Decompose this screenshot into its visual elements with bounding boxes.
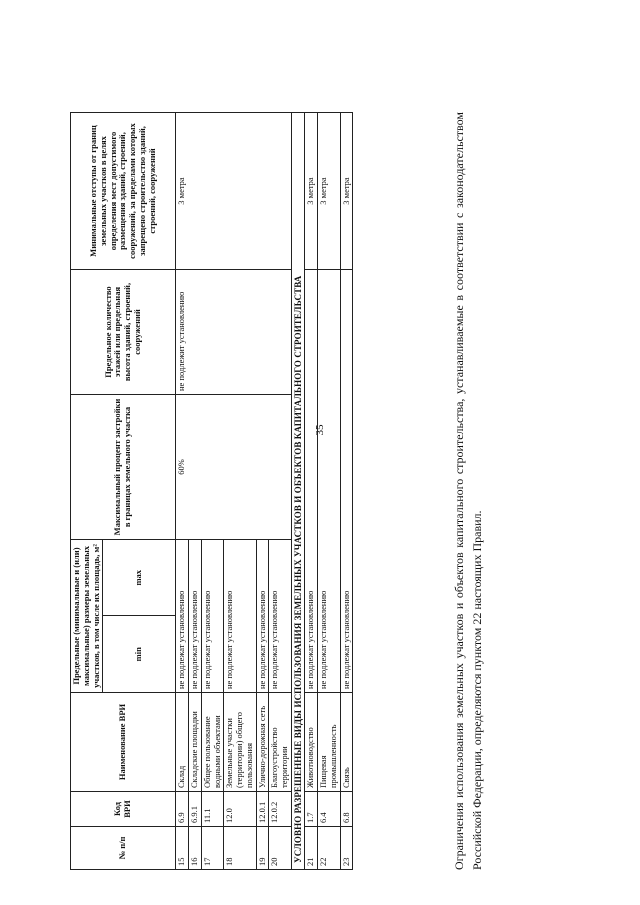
table-row (340, 113, 353, 870)
cell-num: 15 (176, 827, 189, 870)
cell-setback: 3 метра (176, 113, 292, 270)
table-row (305, 113, 318, 870)
table-header-row (71, 113, 103, 870)
cell-code: 6.9.1 (189, 792, 202, 827)
cell-name: Складские площадки (189, 693, 202, 792)
section-title: УСЛОВНО РАЗРЕШЕННЫЕ ВИДЫ ИСПОЛЬЗОВАНИЯ ЗЕМЕЛЬНЫХ УЧАСТКОВ И ОБЪЕКТОВ КАПИТАЛЬНОГО СТРОИТЕЛЬСТВА (291, 113, 304, 870)
cell-num: 20 (269, 827, 292, 870)
cell-setback: 3 метра (340, 113, 353, 270)
cell-size: не подлежат установлению (318, 270, 341, 693)
cell-name: Земельные участки (территории) общего пользования (224, 693, 256, 792)
header-code: Код ВРИ (71, 792, 176, 827)
cell-size: не подлежат установлению (224, 540, 256, 693)
cell-name: Животноводство (305, 693, 318, 792)
cell-code: 12.0.1 (256, 792, 269, 827)
cell-size: не подлежат установлению (256, 540, 269, 693)
cell-floors: не подлежит установлению (176, 270, 292, 395)
cell-size: не подлежат установлению (189, 540, 202, 693)
cell-num: 16 (189, 827, 202, 870)
cell-num: 23 (340, 827, 353, 870)
cell-num: 22 (318, 827, 341, 870)
cell-size: не подлежат установлению (176, 540, 189, 693)
cell-num: 21 (305, 827, 318, 870)
cell-name: Пищевая промышленность (318, 693, 341, 792)
rotated-page-content (70, 52, 484, 870)
header-floors: Предельное количество этажей или предельная высота зданий, строений, сооружений (71, 270, 176, 395)
cell-code: 1.7 (305, 792, 318, 827)
cell-name: Общее пользование водными объектами (201, 693, 224, 792)
cell-code: 6.8 (340, 792, 353, 827)
cell-setback: 3 метра (318, 113, 341, 270)
cell-size: не подлежат установлению (340, 270, 353, 693)
cell-name: Улично-дорожная сеть (256, 693, 269, 792)
header-max: max (103, 540, 176, 617)
cell-percent: 60% (176, 395, 292, 540)
cell-num: 17 (201, 827, 224, 870)
header-percent: Максимальный процент застройки в границах земельного участка (71, 395, 176, 540)
header-min: min (103, 616, 176, 693)
regulations-table (70, 112, 353, 870)
cell-num: 19 (256, 827, 269, 870)
cell-code: 12.0.2 (269, 792, 292, 827)
header-size: Предельные (минимальные и (или) максимальные) размеры земельных участков, в том числе их площадь, м² (71, 540, 103, 693)
cell-code: 6.4 (318, 792, 341, 827)
cell-name: Благоустройство территории (269, 693, 292, 792)
page-number: 35 (314, 424, 326, 436)
section-header-row (291, 113, 304, 870)
header-num: № п/п (71, 827, 176, 870)
table-row (318, 113, 341, 870)
footnote-paragraph: Ограничения использования земельных участков и объектов капитального строительства, устанавливаемые в соответствии с законодательством Российской Федерации, определяются пунктом 22 настоящих Правил. (452, 112, 484, 870)
header-setback: Минимальные отступы от границ земельных участков в целях определения мест допустимого размещения зданий, строений, сооружений, за пределами которых запрещено строительство зданий, строений, сооружений (71, 113, 176, 270)
cell-size: не подлежат установлению (201, 540, 224, 693)
table-row (176, 113, 189, 870)
cell-size: не подлежат установлению (269, 540, 292, 693)
cell-num: 18 (224, 827, 256, 870)
cell-name: Связь (340, 693, 353, 792)
header-name: Наименование ВРИ (71, 693, 176, 792)
cell-setback: 3 метра (305, 113, 318, 270)
cell-code: 6.9 (176, 792, 189, 827)
cell-name: Склад (176, 693, 189, 792)
cell-size: не подлежат установлению (305, 270, 318, 693)
cell-code: 11.1 (201, 792, 224, 827)
cell-code: 12.0 (224, 792, 256, 827)
